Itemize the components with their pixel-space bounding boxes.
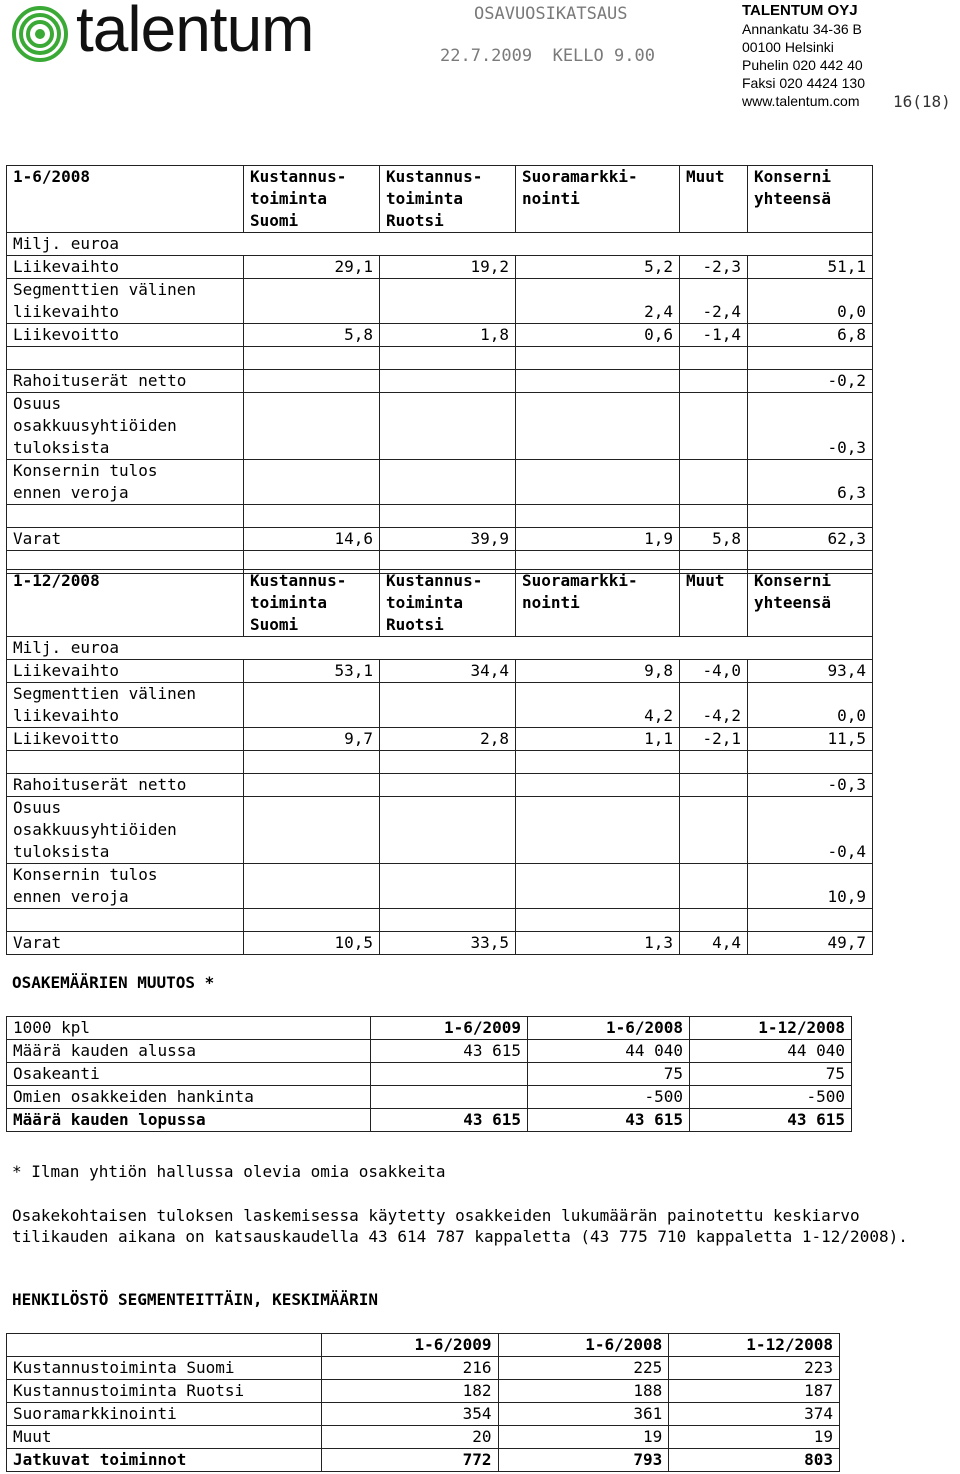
row-label: Liikevoitto [7,324,244,347]
cell-value [244,864,380,909]
company-phone: Puhelin 020 442 40 [742,57,863,73]
row-label: Suoramarkkinointi [7,1403,322,1426]
row-label: Konsernin tulos ennen veroja [7,460,244,505]
cell-value: 4,4 [680,932,748,955]
row-label: Varat [7,932,244,955]
logo-wordmark: talentum [76,0,314,65]
cell-value: 20 [322,1426,498,1449]
page-number: 16(18) [893,92,951,111]
cell-value [380,347,516,370]
cell-value [244,797,380,864]
cell-value: 182 [322,1380,498,1403]
cell-value: -0,4 [748,797,873,864]
cell-value [244,279,380,324]
cell-value: 4,2 [516,683,680,728]
column-header: Kustannus- toiminta Ruotsi [380,166,516,233]
unit-label: Milj. euroa [7,233,873,256]
column-header: 1-6/2009 [322,1334,498,1357]
cell-value [380,279,516,324]
cell-value: 5,8 [244,324,380,347]
column-header: Suoramarkki- nointi [516,166,680,233]
table-row [7,370,873,393]
cell-value: 354 [322,1403,498,1426]
cell-value [680,909,748,932]
cell-value [244,751,380,774]
table-row [7,460,873,505]
column-header: 1-12/2008 [690,1017,852,1040]
cell-value: 374 [669,1403,840,1426]
cell-value: -500 [690,1086,852,1109]
column-header: 1-12/2008 [7,570,244,637]
column-header: 1-6/2008 [528,1017,690,1040]
table-row [7,528,873,551]
cell-value: 772 [322,1449,498,1472]
row-label: Liikevaihto [7,256,244,279]
table-row [7,279,873,324]
column-header: Suoramarkki- nointi [516,570,680,637]
cell-value [244,347,380,370]
cell-value: -2,1 [680,728,748,751]
cell-value: 2,8 [380,728,516,751]
cell-value: -0,2 [748,370,873,393]
row-label: Osakeanti [7,1063,371,1086]
column-header: Kustannus- toiminta Suomi [244,570,380,637]
cell-value: 223 [669,1357,840,1380]
cell-value: 43 615 [528,1109,690,1132]
cell-value [680,370,748,393]
cell-value: 1,9 [516,528,680,551]
cell-value: -1,4 [680,324,748,347]
row-label: Segmenttien välinen liikevaihto [7,683,244,728]
cell-value: -0,3 [748,393,873,460]
row-label: Rahoituserät netto [7,370,244,393]
cell-value: 44 040 [528,1040,690,1063]
cell-value [380,864,516,909]
table-row [7,864,873,909]
cell-value: 75 [690,1063,852,1086]
cell-value [680,393,748,460]
table-row [7,660,873,683]
cell-value: 187 [669,1380,840,1403]
cell-value: 29,1 [244,256,380,279]
cell-value: 51,1 [748,256,873,279]
cell-value [748,751,873,774]
cell-value: 39,9 [380,528,516,551]
column-header [7,1334,322,1357]
row-label: Omien osakkeiden hankinta [7,1086,371,1109]
cell-value [244,393,380,460]
table-row [7,1449,840,1472]
column-header: Kustannus- toiminta Suomi [244,166,380,233]
column-header: 1000 kpl [7,1017,371,1040]
cell-value: 361 [498,1403,669,1426]
row-label: Konsernin tulos ennen veroja [7,864,244,909]
row-label: Liikevaihto [7,660,244,683]
cell-value [516,797,680,864]
table-header-row [7,570,873,637]
cell-value [244,370,380,393]
cell-value [516,393,680,460]
row-label [7,909,244,932]
cell-value [244,460,380,505]
table-row [7,324,873,347]
cell-value: 34,4 [380,660,516,683]
cell-value: 75 [528,1063,690,1086]
cell-value: 44 040 [690,1040,852,1063]
cell-value: 9,7 [244,728,380,751]
column-header: Muut [680,166,748,233]
cell-value [516,909,680,932]
row-label: Jatkuvat toiminnot [7,1449,322,1472]
company-name: TALENTUM OYJ [742,2,858,19]
cell-value [516,864,680,909]
cell-value [680,505,748,528]
cell-value: 5,8 [680,528,748,551]
cell-value [380,393,516,460]
company-info [742,2,865,110]
row-label: Segmenttien välinen liikevaihto [7,279,244,324]
cell-value [680,797,748,864]
segment-table-1-6-2008 [6,165,873,574]
cell-value: -4,2 [680,683,748,728]
table-row [7,1086,852,1109]
talentum-logo-mark-icon [12,6,68,62]
cell-value [380,751,516,774]
cell-value: 10,9 [748,864,873,909]
cell-value [516,460,680,505]
cell-value [380,683,516,728]
cell-value: 803 [669,1449,840,1472]
segment-table-1-12-2008 [6,569,873,955]
table-row [7,774,873,797]
table-row [7,683,873,728]
cell-value [371,1063,528,1086]
cell-value [380,909,516,932]
table-row [7,1357,840,1380]
table-header-row [7,166,873,233]
cell-value [748,347,873,370]
cell-value [516,774,680,797]
cell-value [516,751,680,774]
cell-value: 0,0 [748,683,873,728]
cell-value: 0,0 [748,279,873,324]
staff-heading: HENKILÖSTÖ SEGMENTEITTÄIN, KESKIMÄÄRIN [12,1290,379,1309]
talentum-logo [12,2,372,64]
column-header: 1-6/2009 [371,1017,528,1040]
staff-table [6,1333,840,1472]
table-row [7,393,873,460]
table-row [7,751,873,774]
cell-value: 11,5 [748,728,873,751]
cell-value: 793 [498,1449,669,1472]
cell-value: 1,3 [516,932,680,955]
column-header: 1-6/2008 [7,166,244,233]
shares-paragraph: Osakekohtaisen tuloksen laskemisessa käytetty osakkeiden lukumäärän painotettu keskiarvo tilikauden aikana on katsauskaudella 43 614 787 kappaletta (43 775 710 kappaletta 1-12/2008). [12,1206,908,1246]
row-label: Määrä kauden lopussa [7,1109,371,1132]
cell-value [680,864,748,909]
cell-value: 14,6 [244,528,380,551]
company-address: Annankatu 34-36 B [742,21,862,37]
row-label: Osuus osakkuusyhtiöiden tuloksista [7,393,244,460]
row-label: Rahoituserät netto [7,774,244,797]
cell-value [516,347,680,370]
cell-value: 1,8 [380,324,516,347]
column-header: 1-6/2008 [498,1334,669,1357]
cell-value: 53,1 [244,660,380,683]
table-row [7,1063,852,1086]
cell-value [380,797,516,864]
cell-value [380,774,516,797]
cell-value: 0,6 [516,324,680,347]
cell-value: 19,2 [380,256,516,279]
cell-value [380,370,516,393]
row-label: Osuus osakkuusyhtiöiden tuloksista [7,797,244,864]
cell-value: 2,4 [516,279,680,324]
cell-value: 6,3 [748,460,873,505]
cell-value [748,505,873,528]
column-header: Kustannus- toiminta Ruotsi [380,570,516,637]
table-row [7,909,873,932]
table-row [7,505,873,528]
cell-value: -0,3 [748,774,873,797]
column-header: Muut [680,570,748,637]
cell-value: 19 [498,1426,669,1449]
cell-value [680,774,748,797]
row-label: Kustannustoiminta Suomi [7,1357,322,1380]
column-header: Konserni yhteensä [748,166,873,233]
cell-value: 43 615 [690,1109,852,1132]
cell-value [244,774,380,797]
cell-value [680,751,748,774]
shares-footnote: * Ilman yhtiön hallussa olevia omia osakkeita [12,1162,446,1181]
row-label [7,751,244,774]
cell-value [680,460,748,505]
cell-value [244,683,380,728]
column-header: 1-12/2008 [669,1334,840,1357]
cell-value [516,505,680,528]
cell-value [244,909,380,932]
cell-value [516,370,680,393]
cell-value: 9,8 [516,660,680,683]
table-row [7,347,873,370]
cell-value: 43 615 [371,1040,528,1063]
company-city: 00100 Helsinki [742,39,834,55]
row-label: Liikevoitto [7,728,244,751]
unit-row [7,233,873,256]
company-web[interactable]: www.talentum.com [742,93,860,109]
table-row [7,1426,840,1449]
cell-value: -2,3 [680,256,748,279]
cell-value [371,1086,528,1109]
cell-value: 43 615 [371,1109,528,1132]
unit-row [7,637,873,660]
row-label [7,505,244,528]
cell-value [680,347,748,370]
cell-value: 5,2 [516,256,680,279]
table-row [7,1403,840,1426]
shares-heading: OSAKEMÄÄRIEN MUUTOS * [12,973,215,992]
row-label: Määrä kauden alussa [7,1040,371,1063]
document-title: OSAVUOSIKATSAUS [474,4,628,24]
table-row [7,256,873,279]
row-label: Kustannustoiminta Ruotsi [7,1380,322,1403]
table-row [7,932,873,955]
company-fax: Faksi 020 4424 130 [742,75,865,91]
cell-value [380,460,516,505]
cell-value: 19 [669,1426,840,1449]
cell-value: 6,8 [748,324,873,347]
cell-value: 33,5 [380,932,516,955]
cell-value: -4,0 [680,660,748,683]
cell-value: 188 [498,1380,669,1403]
cell-value: 93,4 [748,660,873,683]
table-header-row [7,1017,852,1040]
share-count-table [6,1016,852,1132]
cell-value: -2,4 [680,279,748,324]
cell-value [244,505,380,528]
cell-value [748,909,873,932]
table-row [7,728,873,751]
row-label: Muut [7,1426,322,1449]
cell-value: 10,5 [244,932,380,955]
cell-value: -500 [528,1086,690,1109]
table-header-row [7,1334,840,1357]
table-row [7,1109,852,1132]
cell-value: 49,7 [748,932,873,955]
table-row [7,1040,852,1063]
cell-value: 216 [322,1357,498,1380]
document-date: 22.7.2009 KELLO 9.00 [440,46,655,66]
unit-label: Milj. euroa [7,637,873,660]
cell-value: 1,1 [516,728,680,751]
row-label: Varat [7,528,244,551]
column-header: Konserni yhteensä [748,570,873,637]
cell-value: 62,3 [748,528,873,551]
table-row [7,797,873,864]
row-label [7,347,244,370]
table-row [7,1380,840,1403]
cell-value: 225 [498,1357,669,1380]
cell-value [380,505,516,528]
